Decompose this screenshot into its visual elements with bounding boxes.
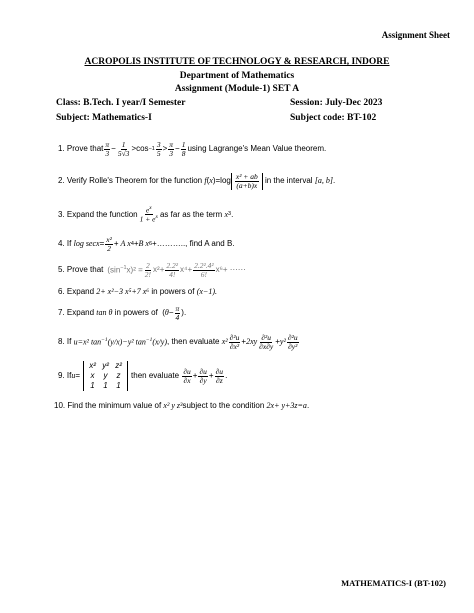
question-7: 7. Expand tan θ in powers of ( θ − $\frac{\pi}{4}$ ). bbox=[58, 304, 187, 322]
question-9: 9. If u = x² y² z² x y z 1 1 1 then evaluate $\frac{\partial u}{\partial x}$ + $\frac{\partial u}{\partial y}$ + $\frac{\partial u}{\partial z}$ . bbox=[58, 361, 228, 390]
sheet-label: Assignment Sheet bbox=[381, 30, 450, 40]
question-1: 1. Prove that $\frac{\pi}{3}$ − $\frac{1}{5√3}$ >cos −1 $\frac{3}{5}$ > $\frac{\pi}{3}$ − $\frac{1}{8}$ using Lagrange's Mean Value theorem. bbox=[58, 140, 327, 158]
question-2: 2. Verify Rolle's Theorem for the function f ( x )=log $\frac{\text{x² + ab}}{(a+b)x}$ in the interval [a, b] . bbox=[58, 172, 336, 190]
subject-code: Subject code: BT-102 bbox=[290, 113, 377, 123]
question-3: 3. Expand the function $\frac{e^x}{1 + e^x}$ as far as the term x 3 . bbox=[58, 205, 234, 224]
subject-label: Subject: Mathematics-I bbox=[56, 113, 152, 123]
class-label: Class: B.Tech. I year/I Semester bbox=[56, 98, 186, 108]
question-6: 6. Expand 2+ x²−3 x⁵+7 x⁶ in powers of (x−1). bbox=[58, 287, 217, 296]
question-5: 5. Prove that $(\sin^{-1}x)^2$ = $\frac{2}{2!}$ x²+ $\frac{\text{2.2²}}{4!}$ x⁴+ $\frac{\text{2.2².4²}}{6!}$ x⁶+ ⋯⋯ bbox=[58, 261, 246, 279]
session-label: Session: July-Dec 2023 bbox=[290, 98, 383, 108]
footer-label: MATHEMATICS-I (BT-102) bbox=[341, 578, 446, 588]
question-10: 10. Find the minimum value of x² y z³ subject to the condition 2x+ y+3z=a . bbox=[54, 401, 310, 410]
question-8: 8. If u=x² $\tan^{-1}(y/x)-y^2$ $\tan^{-1}(x/y)$ , then evaluate x² $\frac{\text{∂²u}}{\text{∂x²}}$ + 2xy $\frac{\text{∂²u}}{\partial x\partial y}$ + y² $\frac{\text{∂²u}}{\text{∂y²}}$ bbox=[58, 333, 298, 351]
determinant: x² y² z² x y z 1 1 1 bbox=[83, 361, 128, 391]
assignment-title: Assignment (Module-1) SET A bbox=[174, 84, 300, 94]
question-4: 4. If log secx = $\frac{\text{x²}}{2}$ + A x 4 + B x 6 + ……….., find A and B. bbox=[58, 235, 235, 253]
institute-name: ACROPOLIS INSTITUTE OF TECHNOLOGY & RESEARCH, INDORE bbox=[84, 57, 390, 67]
department: Department of Mathematics bbox=[179, 71, 295, 81]
